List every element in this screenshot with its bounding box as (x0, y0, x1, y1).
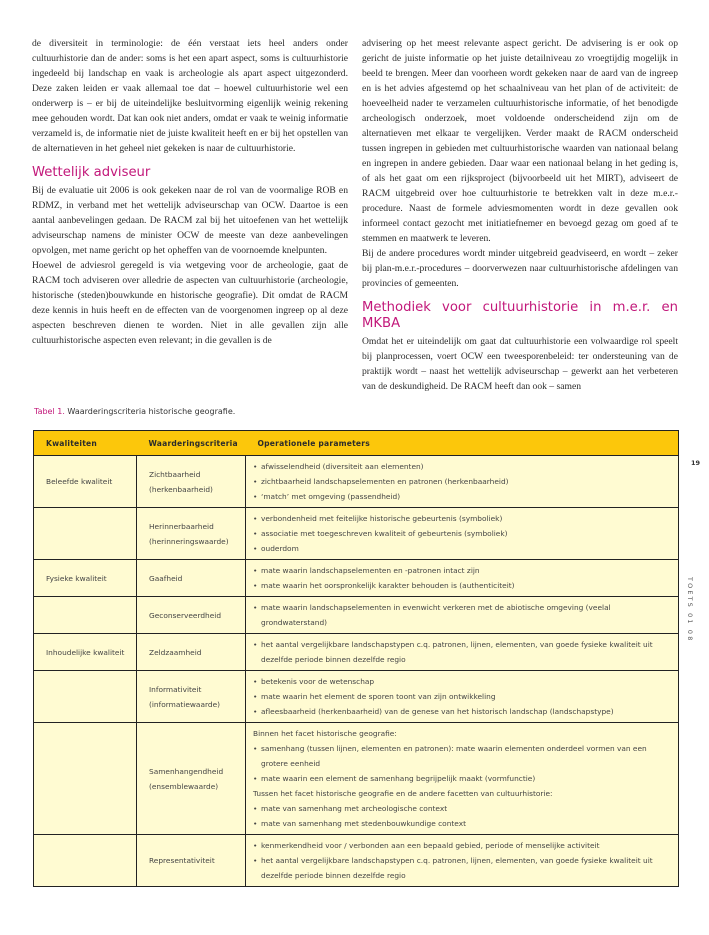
parameter-subheading (253, 786, 670, 801)
column-header-waarderingscriteria: Waarderingscriteria (137, 431, 246, 456)
quality-cell: Inhoudelijke kwaliteit (34, 634, 137, 671)
quality-cell: Beleefde kwaliteit (34, 456, 137, 508)
parameter-bullet-item (253, 816, 670, 831)
parameter-bullet-item (253, 741, 670, 771)
parameter-bullet-item (253, 563, 670, 578)
parameter-bullet-item (253, 578, 670, 593)
quality-cell (34, 723, 137, 835)
quality-cell (34, 508, 137, 560)
table-row (34, 723, 679, 835)
table-row (34, 508, 679, 560)
parameter-text: zichtbaarheid landschapselementen en patronen (herkenbaarheid) (261, 477, 509, 486)
table-row (34, 456, 679, 508)
parameter-text: samenhang (tussen lijnen, elementen en patronen): mate waarin elementen onderdeel vormen van een grotere eenheid (261, 744, 647, 768)
parameter-text: mate waarin het oorspronkelijk karakter behouden is (authenticiteit) (261, 581, 515, 590)
table-row (34, 634, 679, 671)
parameter-text: mate waarin een element de samenhang begrijpelijk maakt (vormfunctie) (261, 774, 536, 783)
table-caption-label: Tabel 1. (34, 407, 65, 416)
criterion-text: (ensemblewaarde) (149, 781, 219, 791)
bullet-icon: • (253, 774, 258, 783)
parameter-text: het aantal vergelijkbare landschapstypen c.q. patronen, lijnen, elementen, van goede fysieke kwaliteit uit dezelfde periode binnen dezelfde regio (261, 856, 653, 880)
column-header-kwaliteiten: Kwaliteiten (34, 431, 137, 456)
quality-cell: Fysieke kwaliteit (34, 560, 137, 597)
table-header-row (34, 431, 679, 456)
running-head: TOETS 01 08 (686, 577, 694, 643)
left-column (32, 36, 348, 348)
bullet-icon: • (253, 544, 258, 553)
criterion-text: Geconserveerdheid (149, 610, 222, 620)
bullet-icon: • (253, 514, 258, 523)
parameters-cell (246, 508, 679, 560)
criterion-text: (herkenbaarheid) (149, 484, 213, 494)
bullet-icon: • (253, 856, 258, 865)
parameter-text: mate van samenhang met stedenbouwkundige context (261, 819, 466, 828)
criterion-text: Samenhangendheid (149, 766, 224, 776)
body-paragraph: de diversiteit in terminologie: de één verstaat iets heel anders onder cultuurhistorie dan de ander: soms is het een apart aspect, soms is cultuurhistorie ingedeeld bij landschap en vaak is archeologie als apart aspect uitgezonderd. Deze zaken leiden er vaak allemaal toe dat – hoewel cultuurhistorie wel een onderwerp is – er bij de uiteindelijke besluitvorming eigenlijk weinig rekening mee gehouden wordt. Dat kan ook niet anders, omdat er vaak te weinig informatie verzameld is, de informatie niet de juiste kwaliteit heeft en er bij het opstellen van de alternatieven in het geheel niet gekeken is naar de cultuurhistorie. (32, 38, 348, 154)
criterion-cell (137, 835, 246, 887)
parameter-bullet-item (253, 541, 670, 556)
criterion-text: (herinneringswaarde) (149, 536, 229, 546)
bullet-icon: • (253, 744, 258, 753)
parameter-bullet-item (253, 704, 670, 719)
bullet-icon: • (253, 462, 258, 471)
criterion-text: Zichtbaarheid (149, 469, 201, 479)
parameter-bullet-item (253, 526, 670, 541)
parameter-bullet-item (253, 474, 670, 489)
criterion-cell (137, 634, 246, 671)
table-caption-text: Waarderingscriteria historische geografie. (64, 407, 236, 416)
parameter-bullet-item (253, 771, 670, 786)
section-heading-wettelijk-adviseur: Wettelijk adviseur (32, 165, 151, 180)
bullet-icon: • (253, 640, 258, 649)
parameters-cell (246, 560, 679, 597)
parameter-text: mate waarin landschapselementen in evenwicht verkeren met de abiotische omgeving (veelal grondwaterstand) (261, 603, 611, 627)
table-row (34, 560, 679, 597)
quality-cell (34, 835, 137, 887)
quality-cell (34, 671, 137, 723)
table-caption (34, 407, 235, 416)
parameters-cell (246, 835, 679, 887)
table-row (34, 835, 679, 887)
body-paragraph: Hoewel de adviesrol geregeld is via wetgeving voor de archeologie, gaat de RACM toch adviseren over alledrie de aspecten van cultuurhistorie (archeologie, historische (steden)bouwkunde en historische geografie). Dit omdat de RACM deze kennis in huis heeft en de effecten van de voorgenomen ingreep op al deze aspecten beschreven dienen te worden. Niet in alle gevallen zijn alle cultuurhistorische aspecten even relevant; in die gevallen is de (32, 260, 348, 346)
parameter-text: ouderdom (261, 544, 299, 553)
section-heading-methodiek: Methodiek voor cultuurhistorie in m.e.r. en MKBA (362, 300, 678, 331)
bullet-icon: • (253, 581, 258, 590)
parameter-bullet-item (253, 674, 670, 689)
parameter-bullet-item (253, 511, 670, 526)
parameter-text: kenmerkendheid voor / verbonden aan een bepaald gebied, periode of menselijke activiteit (261, 841, 600, 850)
parameter-text: mate waarin het element de sporen toont van zijn ontwikkeling (261, 692, 496, 701)
bullet-icon: • (253, 804, 258, 813)
parameter-bullet-item (253, 838, 670, 853)
parameter-bullet-item (253, 801, 670, 816)
quality-cell (34, 597, 137, 634)
page-number: 19 (691, 459, 701, 467)
criterion-cell (137, 560, 246, 597)
bullet-icon: • (253, 529, 258, 538)
parameter-bullet-item (253, 600, 670, 630)
criterion-text: Representativiteit (149, 856, 215, 865)
criterion-cell (137, 508, 246, 560)
parameter-bullet-item (253, 459, 670, 474)
parameter-text: verbondenheid met feitelijke historische gebeurtenis (symboliek) (261, 514, 503, 523)
table-row (34, 671, 679, 723)
parameters-cell (246, 671, 679, 723)
criterion-cell (137, 723, 246, 835)
criterion-text: (informatiewaarde) (149, 699, 221, 709)
parameter-text: afleesbaarheid (herkenbaarheid) van de genese van het historisch landschap (landschapstype) (261, 707, 614, 716)
bullet-icon: • (253, 707, 258, 716)
bullet-icon: • (253, 566, 258, 575)
bullet-icon: • (253, 841, 258, 850)
parameter-bullet-item (253, 489, 670, 504)
parameter-text: het aantal vergelijkbare landschapstypen c.q. patronen, lijnen, elementen, van goede fysieke kwaliteit uit dezelfde periode binnen dezelfde regio (261, 640, 653, 664)
right-column (362, 36, 678, 394)
parameter-text: mate van samenhang met archeologische context (261, 804, 448, 813)
column-header-operationele-parameters: Operationele parameters (246, 431, 679, 456)
body-paragraph: Bij de andere procedures wordt minder uitgebreid geadviseerd, en wordt – zeker bij plan-m.e.r.-procedures – doorverwezen naar cultuurhistorische afdelingen van provincies of gemeenten. (362, 248, 678, 289)
parameters-cell (246, 597, 679, 634)
parameter-text: ‘match’ met omgeving (passendheid) (261, 492, 401, 501)
parameter-bullet-item (253, 689, 670, 704)
criterion-cell (137, 597, 246, 634)
parameter-subheading (253, 726, 670, 741)
body-paragraph: Omdat het er uiteindelijk om gaat dat cultuurhistorie een volwaardige rol speelt bij planprocessen, voert OCW een tweesporenbeleid: ter ondersteuning van de praktijk wordt – naast het wettelijk adviseurschap – gewerkt aan het verbeteren van de deskundigheid. De RACM heeft dan ook – samen (362, 336, 678, 392)
bullet-icon: • (253, 492, 258, 501)
table-body (34, 456, 679, 887)
criterion-text: Gaafheid (149, 573, 183, 583)
parameter-text: Binnen het facet historische geografie: (253, 729, 397, 738)
parameters-cell (246, 723, 679, 835)
parameter-bullet-item (253, 637, 670, 667)
parameter-text: afwisselendheid (diversiteit aan elementen) (261, 462, 424, 471)
bullet-icon: • (253, 677, 258, 686)
parameter-text: mate waarin landschapselementen en -patronen intact zijn (261, 566, 480, 575)
criterion-text: Zeldzaamheid (149, 647, 202, 657)
criterion-cell (137, 456, 246, 508)
parameters-cell (246, 634, 679, 671)
criterion-text: Herinnerbaarheid (149, 521, 214, 531)
parameter-text: associatie met toegeschreven kwaliteit of gebeurtenis (symboliek) (261, 529, 508, 538)
table-row (34, 597, 679, 634)
parameter-text: betekenis voor de wetenschap (261, 677, 375, 686)
body-paragraph: advisering op het meest relevante aspect gericht. De advisering is er ook op gericht de juiste informatie op het juiste detailniveau zo vroegtijdig mogelijk in beeld te brengen. Meer dan voorheen wordt gekeken naar de aard van de ingreep en is het advies afgestemd op het schaalniveau van het plan of de activiteit: de hoeveelheid nader te verzamelen cultuurhistorische informatie, of het benodigde archeologisch onderzoek, moet voldoende onderscheidend zijn om de alternatieven met elkaar te vergelijken. Verder maakt de RACM onderscheid tussen ingrepen in gebieden met cultuurhistorische waarden van nationaal belang en ingrepen in andere gebieden. Daar waar een nationaal belang in het geding is, of als het gaat om een rijksproject (bijvoorbeeld uit het MIRT), adviseert de RACM uitgebreid over hoe cultuurhistorie te betrekken valt in deze m.e.r.-procedure. Naast de formele adviesmomenten wordt in deze gevallen ook informeel contact gezocht met initiatiefnemer en bevoegd gezag om goed af te stemmen en maatwerk te leveren. (362, 38, 678, 244)
parameter-text: Tussen het facet historische geografie en de andere facetten van cultuurhistorie: (253, 789, 553, 798)
bullet-icon: • (253, 819, 258, 828)
criterion-cell (137, 671, 246, 723)
body-paragraph: Bij de evaluatie uit 2006 is ook gekeken naar de rol van de voormalige ROB en RDMZ, in verband met het wettelijk adviseurschap van OCW. Daartoe is een aantal aanbevelingen gedaan. De RACM zal bij het uitoefenen van het wettelijk adviseurschap namens de minister OCW de meeste van deze aanbevelingen opvolgen, met name gericht op het opheffen van de voornoemde knelpunten. (32, 185, 348, 256)
parameters-cell (246, 456, 679, 508)
bullet-icon: • (253, 603, 258, 612)
criterion-text: Informativiteit (149, 684, 202, 694)
criteria-table (33, 430, 679, 887)
bullet-icon: • (253, 692, 258, 701)
bullet-icon: • (253, 477, 258, 486)
parameter-bullet-item (253, 853, 670, 883)
